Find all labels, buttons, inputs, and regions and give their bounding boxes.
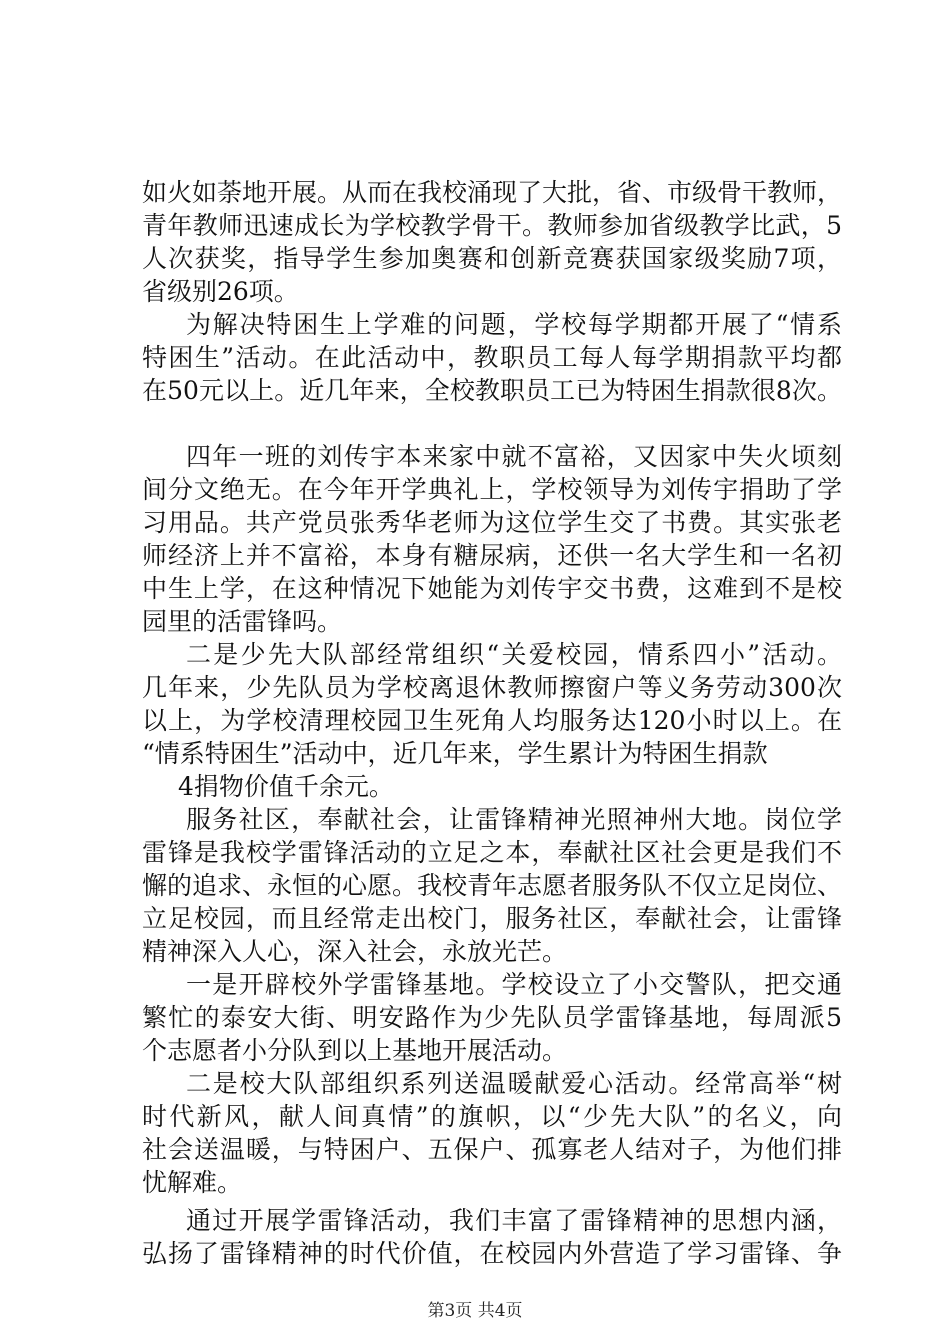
- text-line: 间分文绝无。在今年开学典礼上，学校领导为刘传宇捐助了学: [142, 475, 842, 504]
- text-line: 4捐物价值千余元。: [178, 772, 394, 801]
- text-line: 园里的活雷锋吗。: [142, 607, 343, 636]
- text-line: 人次获奖，指导学生参加奥赛和创新竞赛获国家级奖励7项，: [142, 244, 842, 273]
- text-line: 立足校园，而且经常走出校门，服务社区，奉献社会，让雷锋: [142, 904, 842, 933]
- text-line: 为解决特困生上学难的问题，学校每学期都开展了“情系: [186, 310, 842, 339]
- text-line: 几年来，少先队员为学校离退休教师擦窗户等义务劳动300次: [142, 673, 842, 702]
- text-line: 社会送温暖，与特困户、五保户、孤寡老人结对子，为他们排: [142, 1135, 842, 1164]
- text-line: 精神深入人心，深入社会，永放光芒。: [142, 937, 568, 966]
- text-line: 忧解难。: [142, 1168, 243, 1197]
- text-line: 四年一班的刘传宇本来家中就不富裕，又因家中失火顷刻: [186, 442, 842, 471]
- text-line: 通过开展学雷锋活动，我们丰富了雷锋精神的思想内涵，: [186, 1206, 842, 1235]
- text-line: 省级别26项。: [142, 277, 299, 306]
- text-line: 如火如荼地开展。从而在我校涌现了大批，省、市级骨干教师，: [142, 178, 843, 207]
- text-line: 二是少先大队部经常组织“关爱校园，情系四小”活动。: [186, 640, 842, 669]
- text-line: 青年教师迅速成长为学校教学骨干。教师参加省级教学比武，5: [142, 211, 842, 240]
- text-line: 习用品。共产党员张秀华老师为这位学生交了书费。其实张老: [142, 508, 842, 537]
- text-line: 繁忙的泰安大街、明安路作为少先队员学雷锋基地，每周派5: [142, 1003, 842, 1032]
- text-line: 个志愿者小分队到以上基地开展活动。: [142, 1036, 568, 1065]
- text-line: 弘扬了雷锋精神的时代价值，在校园内外营造了学习雷锋、争: [142, 1239, 842, 1268]
- text-line: 服务社区，奉献社会，让雷锋精神光照神州大地。岗位学: [186, 805, 842, 834]
- text-line: 以上，为学校清理校园卫生死角人均服务达120小时以上。在: [142, 706, 842, 735]
- text-line: 懈的追求、永恒的心愿。我校青年志愿者服务队不仅立足岗位、: [142, 871, 843, 900]
- text-line: 雷锋是我校学雷锋活动的立足之本，奉献社区社会更是我们不: [142, 838, 842, 867]
- text-line: 二是校大队部组织系列送温暖献爱心活动。经常高举“树: [186, 1069, 842, 1098]
- page-number-footer: 第3页 共4页: [427, 1301, 523, 1321]
- text-line: 中生上学，在这种情况下她能为刘传宇交书费，这难到不是校: [142, 574, 842, 603]
- text-line: 在50元以上。近几年来，全校教职员工已为特困生捐款很8次。: [142, 376, 842, 405]
- text-line: 师经济上并不富裕，本身有糖尿病，还供一名大学生和一名初: [142, 541, 842, 570]
- text-line: 一是开辟校外学雷锋基地。学校设立了小交警队，把交通: [186, 970, 842, 999]
- text-line: “情系特困生”活动中，近几年来，学生累计为特困生捐款: [142, 739, 768, 768]
- text-line: 特困生”活动。在此活动中，教职员工每人每学期捐款平均都: [142, 343, 842, 372]
- text-line: 时代新风，献人间真情”的旗帜，以“少先大队”的名义，向: [142, 1102, 842, 1131]
